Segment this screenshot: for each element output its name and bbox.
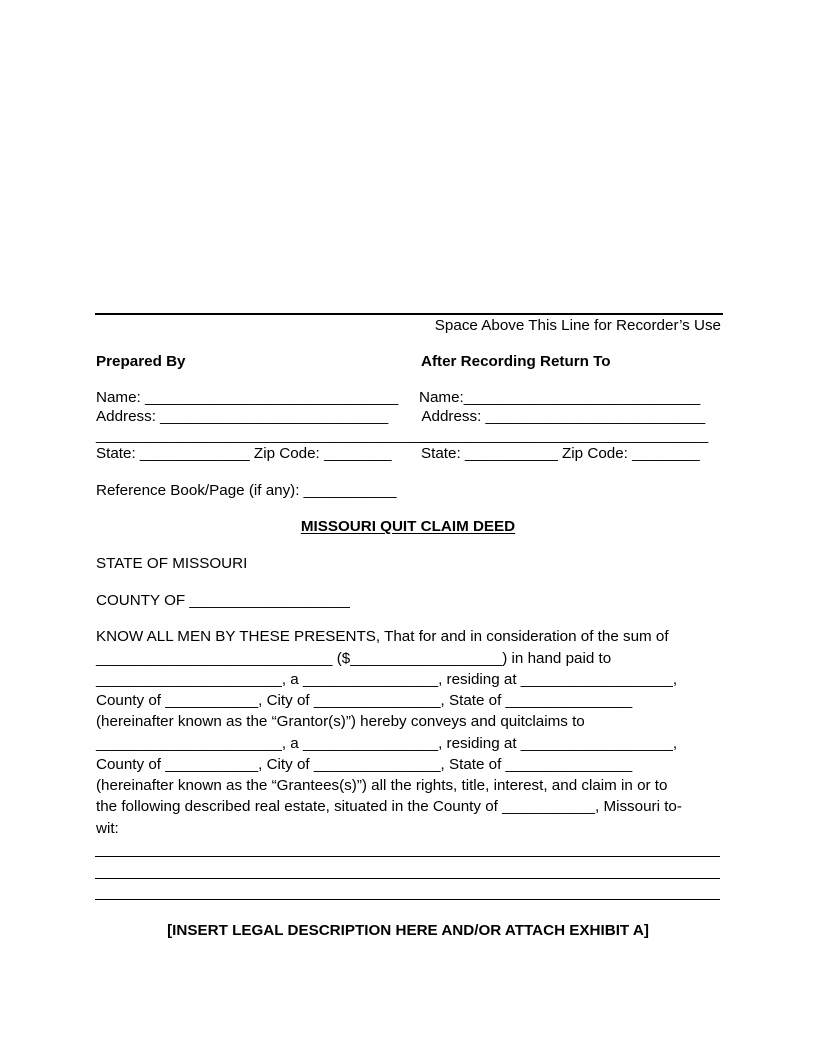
body-line[interactable]: County of ___________, City of _______________, State of _______________ <box>96 692 633 709</box>
prepared-by-state-zip-field[interactable]: State: _____________ Zip Code: ________ <box>96 445 392 462</box>
body-line[interactable]: County of ___________, City of _______________, State of _______________ <box>96 756 633 773</box>
body-line: (hereinafter known as the “Grantor(s)”) hereby conveys and quitclaims to <box>96 713 585 730</box>
body-line: KNOW ALL MEN BY THESE PRESENTS, That for and in consideration of the sum of <box>96 628 669 645</box>
county-of-field[interactable]: COUNTY OF ___________________ <box>96 592 350 609</box>
prepared-by-heading: Prepared By <box>96 353 186 370</box>
prepared-by-name-field[interactable]: Name: ______________________________ <box>96 389 399 406</box>
return-to-name-field[interactable]: Name:____________________________ <box>419 389 701 406</box>
prepared-by-address-field[interactable]: Address: ___________________________ <box>96 408 389 425</box>
prepared-by-address-line-2[interactable]: _________________________________________ <box>96 427 443 444</box>
insert-legal-description-note: [INSERT LEGAL DESCRIPTION HERE AND/OR ATTACH EXHIBIT A] <box>167 922 649 939</box>
return-to-heading: After Recording Return To <box>421 353 611 370</box>
body-line[interactable]: ______________________, a ________________, residing at __________________, <box>96 735 678 752</box>
body-line[interactable]: the following described real estate, situated in the County of ___________, Missouri to- <box>96 798 682 815</box>
recorder-space-rule <box>95 313 723 315</box>
legal-description-line[interactable] <box>95 856 720 857</box>
return-to-address-field[interactable]: Address: __________________________ <box>418 408 706 425</box>
body-line[interactable]: ______________________, a ________________, residing at __________________, <box>96 671 678 688</box>
body-line[interactable]: ____________________________ ($__________________) in hand paid to <box>96 650 612 667</box>
recorder-note: Space Above This Line for Recorder’s Use <box>434 317 721 334</box>
return-to-state-zip-field[interactable]: State: ___________ Zip Code: ________ <box>421 445 700 462</box>
state-of-line: STATE OF MISSOURI <box>96 555 248 572</box>
return-to-address-line-2[interactable]: __________________________________ <box>421 427 709 444</box>
legal-description-line[interactable] <box>95 878 720 879</box>
body-line: wit: <box>96 820 119 837</box>
legal-description-line[interactable] <box>95 899 720 900</box>
body-line: (hereinafter known as the “Grantees(s)”) all the rights, title, interest, and claim in or to <box>96 777 668 794</box>
reference-book-page-field[interactable]: Reference Book/Page (if any): ___________ <box>96 482 397 499</box>
document-title: MISSOURI QUIT CLAIM DEED <box>300 518 516 535</box>
